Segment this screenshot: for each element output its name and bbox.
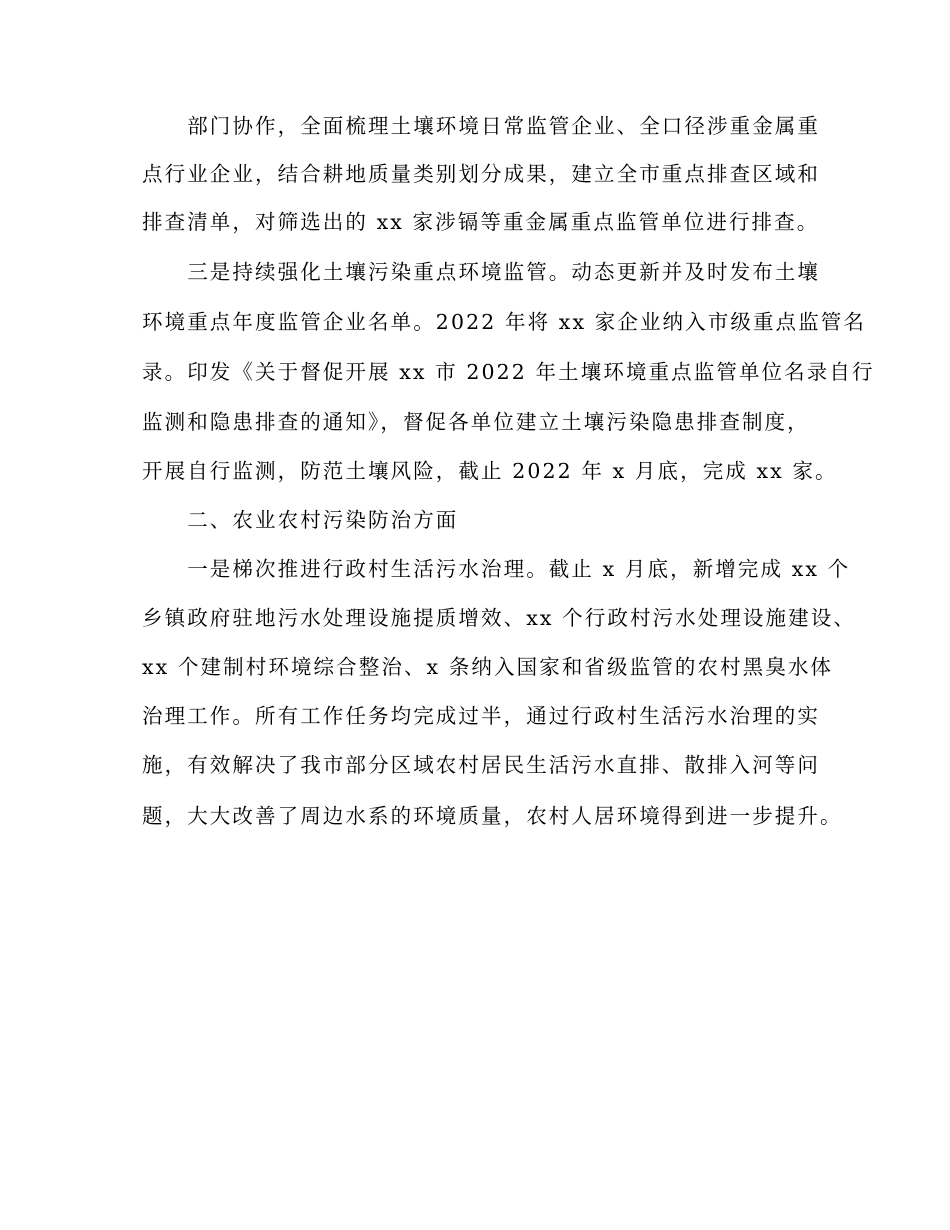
section-heading: 二、农业农村污染防治方面 (142, 508, 459, 532)
paragraph-line-6: 录。印发《关于督促开展 xx 市 2022 年土壤环境重点监管单位名录自行 (142, 360, 875, 384)
paragraph-line-8: 开展自行监测，防范土壤风险，截止 2022 年 x 月底，完成 xx 家。 (142, 459, 838, 483)
paragraph-line-7: 监测和隐患排查的通知》，督促各单位建立土壤污染隐患排查制度， (142, 410, 810, 434)
paragraph-line-11: 乡镇政府驻地污水处理设施提质增效、xx 个行政村污水处理设施建设、 (142, 606, 856, 630)
paragraph-line-12: xx 个建制村环境综合整治、x 条纳入国家和省级监管的农村黑臭水体 (142, 655, 834, 679)
paragraph-line-13: 治理工作。所有工作任务均完成过半，通过行政村生活污水治理的实 (142, 704, 820, 728)
paragraph-line-14: 施，有效解决了我市部分区域农村居民生活污水直排、散排入河等问 (142, 753, 820, 777)
paragraph-line-3: 排查清单，对筛选出的 xx 家涉镉等重金属重点监管单位进行排查。 (142, 210, 820, 234)
paragraph-line-10: 一是梯次推进行政村生活污水治理。截止 x 月底，新增完成 xx 个 (142, 557, 851, 581)
paragraph-line-2: 点行业企业，结合耕地质量类别划分成果，建立全市重点排查区域和 (142, 162, 820, 186)
paragraph-line-1: 部门协作，全面梳理土壤环境日常监管企业、全口径涉重金属重 (142, 114, 820, 138)
paragraph-line-5: 环境重点年度监管企业名单。2022 年将 xx 家企业纳入市级重点监管名 (142, 310, 866, 334)
paragraph-line-4: 三是持续强化土壤污染重点环境监管。动态更新并及时发布土壤 (142, 260, 820, 284)
paragraph-line-15: 题，大大改善了周边水系的环境质量，农村人居环境得到进一步提升。 (142, 804, 843, 828)
